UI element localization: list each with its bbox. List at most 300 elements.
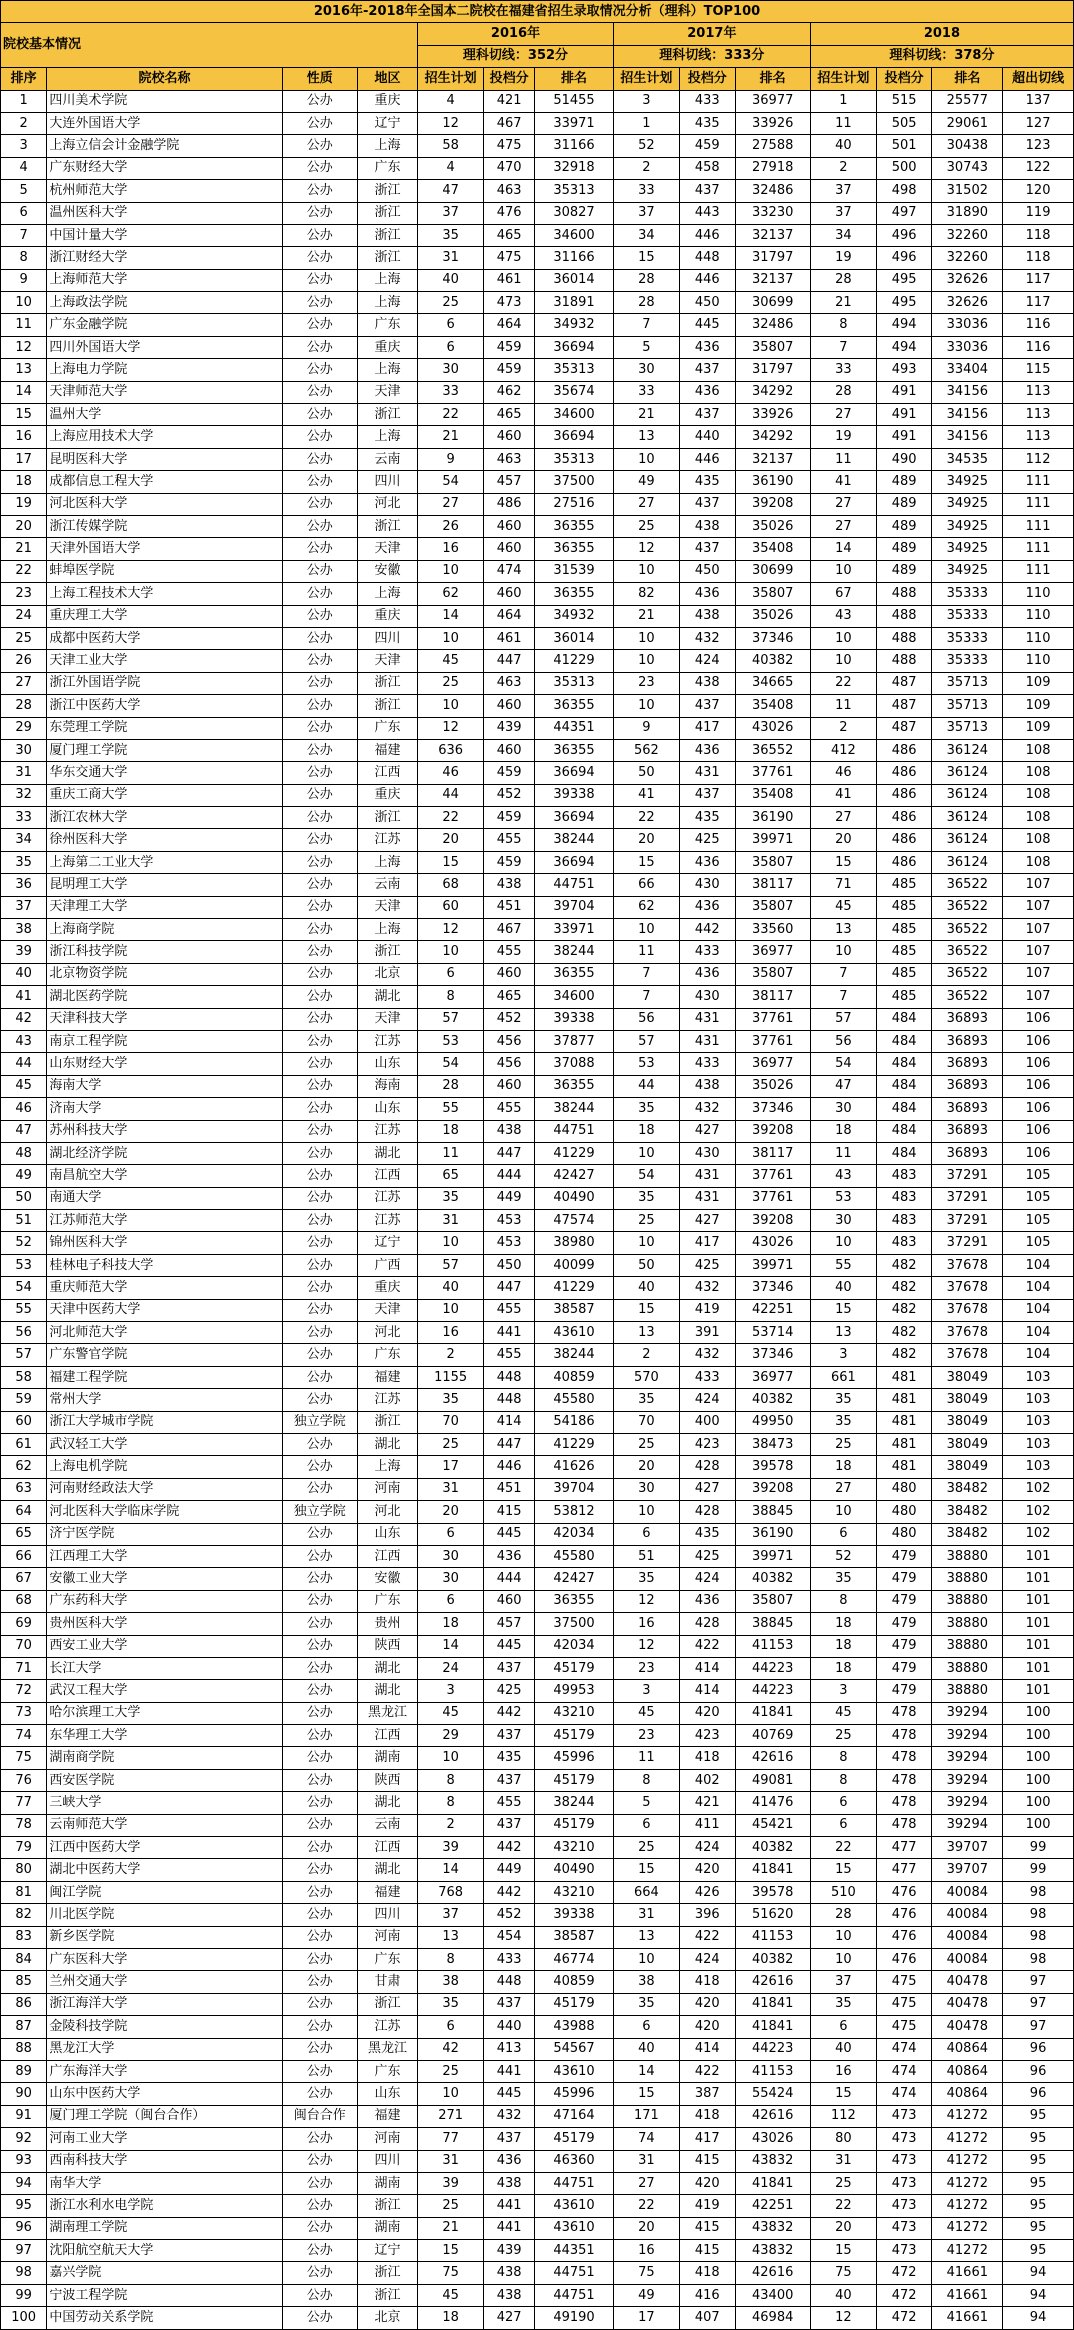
cell-plan-2016: 26 xyxy=(418,515,484,537)
cell-school-name: 温州医科大学 xyxy=(47,202,282,224)
cell-rankno-2018: 39294 xyxy=(932,1769,1003,1791)
cell-plan-2017: 31 xyxy=(613,2150,679,2172)
cell-rankno-2018: 32626 xyxy=(932,292,1003,314)
cell-score-2017: 436 xyxy=(679,583,735,605)
cell-rank: 11 xyxy=(1,314,47,336)
cell-plan-2016: 6 xyxy=(418,963,484,985)
cell-rankno-2016: 36694 xyxy=(535,851,614,873)
cell-plan-2018: 7 xyxy=(810,963,876,985)
cell-score-2016: 415 xyxy=(484,1501,535,1523)
cell-plan-2016: 27 xyxy=(418,493,484,515)
cell-rankno-2018: 41661 xyxy=(932,2307,1003,2329)
cell-plan-2017: 20 xyxy=(613,1456,679,1478)
cell-rankno-2018: 38880 xyxy=(932,1568,1003,1590)
cell-plan-2017: 17 xyxy=(613,2307,679,2329)
cell-score-2016: 435 xyxy=(484,1747,535,1769)
cell-score-2017: 420 xyxy=(679,2016,735,2038)
cell-school-name: 河北师范大学 xyxy=(47,1322,282,1344)
cell-score-2016: 449 xyxy=(484,1859,535,1881)
table-row xyxy=(1,1322,1074,1344)
cell-over-cutoff: 111 xyxy=(1003,560,1074,582)
cell-score-2016: 438 xyxy=(484,2172,535,2194)
cell-plan-2016: 31 xyxy=(418,247,484,269)
cell-rankno-2018: 36522 xyxy=(932,941,1003,963)
cell-score-2017: 414 xyxy=(679,1657,735,1679)
cell-region: 江苏 xyxy=(357,1389,417,1411)
cell-plan-2016: 53 xyxy=(418,1030,484,1052)
cell-school-name: 昆明理工大学 xyxy=(47,874,282,896)
cell-plan-2018: 40 xyxy=(810,2038,876,2060)
cell-rankno-2018: 36124 xyxy=(932,762,1003,784)
cell-plan-2016: 46 xyxy=(418,762,484,784)
cell-rankno-2017: 40769 xyxy=(735,1725,810,1747)
cell-plan-2017: 82 xyxy=(613,583,679,605)
cell-score-2017: 417 xyxy=(679,717,735,739)
cell-plan-2017: 12 xyxy=(613,1590,679,1612)
cell-nature: 公办 xyxy=(282,1948,357,1970)
cell-rankno-2018: 37291 xyxy=(932,1232,1003,1254)
table-row xyxy=(1,2083,1074,2105)
cell-region: 湖北 xyxy=(357,1657,417,1679)
cell-rank: 14 xyxy=(1,381,47,403)
cell-score-2017: 450 xyxy=(679,560,735,582)
cell-school-name: 河北医科大学 xyxy=(47,493,282,515)
table-row xyxy=(1,627,1074,649)
cell-region: 上海 xyxy=(357,583,417,605)
cell-rankno-2016: 40859 xyxy=(535,1366,614,1388)
cell-over-cutoff: 109 xyxy=(1003,695,1074,717)
cell-rank: 62 xyxy=(1,1456,47,1478)
cell-rankno-2018: 38049 xyxy=(932,1456,1003,1478)
cell-rankno-2016: 36355 xyxy=(535,695,614,717)
cell-region: 辽宁 xyxy=(357,112,417,134)
cell-nature: 公办 xyxy=(282,1120,357,1142)
cell-rank: 13 xyxy=(1,359,47,381)
cell-over-cutoff: 95 xyxy=(1003,2217,1074,2239)
cell-score-2017: 432 xyxy=(679,1277,735,1299)
cell-plan-2018: 11 xyxy=(810,1142,876,1164)
cell-nature: 公办 xyxy=(282,1232,357,1254)
cell-score-2016: 454 xyxy=(484,1926,535,1948)
cell-plan-2016: 45 xyxy=(418,650,484,672)
cell-rankno-2017: 39578 xyxy=(735,1456,810,1478)
cell-score-2018: 478 xyxy=(876,1814,932,1836)
cell-rankno-2018: 32260 xyxy=(932,247,1003,269)
cell-rankno-2017: 41841 xyxy=(735,1859,810,1881)
table-row xyxy=(1,2284,1074,2306)
cell-rankno-2016: 43210 xyxy=(535,1702,614,1724)
cell-score-2018: 485 xyxy=(876,963,932,985)
cell-rankno-2016: 37088 xyxy=(535,1053,614,1075)
cell-plan-2016: 20 xyxy=(418,1501,484,1523)
cell-region: 浙江 xyxy=(357,807,417,829)
cell-rankno-2016: 36014 xyxy=(535,627,614,649)
cell-over-cutoff: 103 xyxy=(1003,1456,1074,1478)
cell-rank: 5 xyxy=(1,180,47,202)
cell-rankno-2016: 54186 xyxy=(535,1411,614,1433)
cell-plan-2018: 21 xyxy=(810,292,876,314)
cell-score-2017: 424 xyxy=(679,1837,735,1859)
cell-plan-2018: 35 xyxy=(810,1568,876,1590)
cell-region: 福建 xyxy=(357,1881,417,1903)
table-row xyxy=(1,1725,1074,1747)
cell-rankno-2018: 34925 xyxy=(932,471,1003,493)
cell-rank: 42 xyxy=(1,1008,47,1030)
cell-score-2017: 430 xyxy=(679,874,735,896)
cell-plan-2016: 15 xyxy=(418,2240,484,2262)
cell-rankno-2017: 31797 xyxy=(735,247,810,269)
cell-rankno-2016: 44351 xyxy=(535,2240,614,2262)
cell-rank: 83 xyxy=(1,1926,47,1948)
cell-region: 河北 xyxy=(357,493,417,515)
cell-plan-2018: 56 xyxy=(810,1030,876,1052)
cell-rankno-2016: 31539 xyxy=(535,560,614,582)
cell-score-2017: 428 xyxy=(679,1501,735,1523)
cell-nature: 公办 xyxy=(282,180,357,202)
cell-rankno-2017: 32137 xyxy=(735,269,810,291)
cutoff-2018: 理科切线：378分 xyxy=(810,45,1073,67)
table-row xyxy=(1,515,1074,537)
cell-region: 江苏 xyxy=(357,1187,417,1209)
cell-score-2017: 445 xyxy=(679,314,735,336)
cell-score-2018: 473 xyxy=(876,2172,932,2194)
cell-rankno-2017: 27588 xyxy=(735,135,810,157)
cell-plan-2018: 20 xyxy=(810,2217,876,2239)
cell-school-name: 广东财经大学 xyxy=(47,157,282,179)
cell-plan-2017: 40 xyxy=(613,1277,679,1299)
cell-over-cutoff: 104 xyxy=(1003,1277,1074,1299)
cell-region: 江西 xyxy=(357,762,417,784)
cell-rank: 93 xyxy=(1,2150,47,2172)
cell-plan-2016: 10 xyxy=(418,627,484,649)
cell-rank: 9 xyxy=(1,269,47,291)
cell-over-cutoff: 99 xyxy=(1003,1859,1074,1881)
cell-rankno-2017: 43400 xyxy=(735,2284,810,2306)
cell-score-2018: 486 xyxy=(876,784,932,806)
col-rankno-2017: 排名 xyxy=(735,68,810,90)
cell-score-2018: 491 xyxy=(876,381,932,403)
cell-rankno-2017: 36190 xyxy=(735,807,810,829)
cell-score-2017: 437 xyxy=(679,784,735,806)
cell-rank: 29 xyxy=(1,717,47,739)
cell-over-cutoff: 118 xyxy=(1003,224,1074,246)
cell-nature: 公办 xyxy=(282,404,357,426)
cell-rankno-2018: 39294 xyxy=(932,1725,1003,1747)
cell-score-2017: 424 xyxy=(679,1948,735,1970)
cell-school-name: 川北医学院 xyxy=(47,1904,282,1926)
cell-nature: 公办 xyxy=(282,2060,357,2082)
cell-plan-2017: 20 xyxy=(613,829,679,851)
cell-region: 湖南 xyxy=(357,2172,417,2194)
cell-score-2017: 446 xyxy=(679,224,735,246)
table-row xyxy=(1,1747,1074,1769)
cell-plan-2018: 43 xyxy=(810,605,876,627)
cell-rankno-2018: 34156 xyxy=(932,404,1003,426)
cell-over-cutoff: 110 xyxy=(1003,605,1074,627)
cell-nature: 公办 xyxy=(282,1613,357,1635)
table-row xyxy=(1,963,1074,985)
cell-rankno-2018: 36124 xyxy=(932,851,1003,873)
cell-over-cutoff: 101 xyxy=(1003,1680,1074,1702)
cell-over-cutoff: 107 xyxy=(1003,941,1074,963)
cell-rankno-2016: 34932 xyxy=(535,605,614,627)
col-score-2017: 投档分 xyxy=(679,68,735,90)
cell-score-2017: 417 xyxy=(679,1232,735,1254)
cell-nature: 公办 xyxy=(282,247,357,269)
cell-nature: 公办 xyxy=(282,2240,357,2262)
cell-score-2017: 430 xyxy=(679,986,735,1008)
cell-over-cutoff: 116 xyxy=(1003,314,1074,336)
cell-score-2016: 444 xyxy=(484,1165,535,1187)
cell-score-2018: 486 xyxy=(876,829,932,851)
cell-score-2018: 494 xyxy=(876,336,932,358)
cell-rankno-2017: 49081 xyxy=(735,1769,810,1791)
cell-plan-2018: 30 xyxy=(810,1098,876,1120)
cell-rankno-2018: 37678 xyxy=(932,1322,1003,1344)
cell-school-name: 大连外国语大学 xyxy=(47,112,282,134)
cell-score-2017: 459 xyxy=(679,135,735,157)
cell-nature: 公办 xyxy=(282,1725,357,1747)
cell-rank: 67 xyxy=(1,1568,47,1590)
cell-score-2017: 431 xyxy=(679,1030,735,1052)
cell-score-2017: 437 xyxy=(679,538,735,560)
table-row xyxy=(1,336,1074,358)
cell-rankno-2016: 43610 xyxy=(535,2195,614,2217)
cell-score-2018: 485 xyxy=(876,874,932,896)
cell-region: 浙江 xyxy=(357,2284,417,2306)
cell-score-2016: 461 xyxy=(484,627,535,649)
cell-plan-2018: 25 xyxy=(810,2172,876,2194)
cell-score-2018: 483 xyxy=(876,1210,932,1232)
cell-rankno-2017: 41841 xyxy=(735,2172,810,2194)
cell-rankno-2018: 36124 xyxy=(932,829,1003,851)
table-row xyxy=(1,1814,1074,1836)
cell-school-name: 宁波工程学院 xyxy=(47,2284,282,2306)
cell-plan-2016: 21 xyxy=(418,426,484,448)
cell-rankno-2018: 40084 xyxy=(932,1904,1003,1926)
cell-nature: 公办 xyxy=(282,314,357,336)
cell-score-2018: 481 xyxy=(876,1434,932,1456)
cell-school-name: 上海工程技术大学 xyxy=(47,583,282,605)
cell-rank: 68 xyxy=(1,1590,47,1612)
cell-plan-2018: 22 xyxy=(810,1837,876,1859)
cell-plan-2016: 3 xyxy=(418,1680,484,1702)
cell-school-name: 上海电力学院 xyxy=(47,359,282,381)
cell-region: 浙江 xyxy=(357,1993,417,2015)
cell-nature: 公办 xyxy=(282,1680,357,1702)
cell-plan-2016: 10 xyxy=(418,1747,484,1769)
cell-rank: 40 xyxy=(1,963,47,985)
cell-plan-2017: 15 xyxy=(613,247,679,269)
cell-rankno-2017: 44223 xyxy=(735,1657,810,1679)
cell-rank: 69 xyxy=(1,1613,47,1635)
cell-region: 安徽 xyxy=(357,560,417,582)
cell-score-2017: 438 xyxy=(679,672,735,694)
cell-score-2016: 465 xyxy=(484,404,535,426)
table-row xyxy=(1,560,1074,582)
cell-rankno-2018: 41661 xyxy=(932,2262,1003,2284)
cell-nature: 公办 xyxy=(282,829,357,851)
cell-rankno-2016: 44751 xyxy=(535,2172,614,2194)
cell-rankno-2016: 42034 xyxy=(535,1635,614,1657)
cell-rankno-2018: 34925 xyxy=(932,538,1003,560)
cell-rank: 12 xyxy=(1,336,47,358)
cell-score-2016: 448 xyxy=(484,1971,535,1993)
cell-score-2018: 489 xyxy=(876,538,932,560)
cell-plan-2017: 52 xyxy=(613,135,679,157)
cell-school-name: 长江大学 xyxy=(47,1657,282,1679)
cell-plan-2016: 2 xyxy=(418,1814,484,1836)
table-row xyxy=(1,1120,1074,1142)
cell-school-name: 天津理工大学 xyxy=(47,896,282,918)
cell-region: 浙江 xyxy=(357,941,417,963)
cell-score-2016: 465 xyxy=(484,986,535,1008)
cell-plan-2018: 43 xyxy=(810,1165,876,1187)
cell-plan-2016: 25 xyxy=(418,672,484,694)
cell-nature: 公办 xyxy=(282,1769,357,1791)
cell-rankno-2018: 35333 xyxy=(932,650,1003,672)
cell-region: 安徽 xyxy=(357,1568,417,1590)
cell-over-cutoff: 113 xyxy=(1003,381,1074,403)
cell-score-2017: 421 xyxy=(679,1792,735,1814)
cell-plan-2018: 11 xyxy=(810,695,876,717)
table-row xyxy=(1,1702,1074,1724)
cell-over-cutoff: 100 xyxy=(1003,1814,1074,1836)
cell-plan-2017: 45 xyxy=(613,1702,679,1724)
cell-score-2017: 436 xyxy=(679,739,735,761)
cell-plan-2018: 112 xyxy=(810,2105,876,2127)
cell-rank: 66 xyxy=(1,1545,47,1567)
cell-rankno-2016: 36355 xyxy=(535,1075,614,1097)
cell-score-2017: 415 xyxy=(679,2217,735,2239)
cell-score-2018: 473 xyxy=(876,2150,932,2172)
table-row xyxy=(1,605,1074,627)
cell-score-2016: 455 xyxy=(484,1344,535,1366)
cell-rankno-2017: 37346 xyxy=(735,1344,810,1366)
cell-over-cutoff: 113 xyxy=(1003,426,1074,448)
cell-rankno-2018: 41272 xyxy=(932,2195,1003,2217)
cell-score-2018: 482 xyxy=(876,1277,932,1299)
cell-rankno-2017: 39208 xyxy=(735,1210,810,1232)
cell-plan-2016: 45 xyxy=(418,1702,484,1724)
cell-score-2018: 489 xyxy=(876,493,932,515)
cell-score-2018: 487 xyxy=(876,717,932,739)
cell-rank: 81 xyxy=(1,1881,47,1903)
cell-score-2017: 458 xyxy=(679,157,735,179)
cell-rankno-2016: 36694 xyxy=(535,426,614,448)
cell-region: 上海 xyxy=(357,1456,417,1478)
cell-score-2018: 473 xyxy=(876,2105,932,2127)
cell-plan-2018: 14 xyxy=(810,538,876,560)
table-row xyxy=(1,1142,1074,1164)
cell-region: 天津 xyxy=(357,1008,417,1030)
cell-score-2017: 437 xyxy=(679,359,735,381)
cell-rank: 90 xyxy=(1,2083,47,2105)
cell-region: 江西 xyxy=(357,1545,417,1567)
table-row xyxy=(1,2105,1074,2127)
cell-rank: 3 xyxy=(1,135,47,157)
cell-score-2016: 473 xyxy=(484,292,535,314)
cell-over-cutoff: 108 xyxy=(1003,851,1074,873)
cell-plan-2017: 10 xyxy=(613,1501,679,1523)
cell-over-cutoff: 106 xyxy=(1003,1120,1074,1142)
cell-score-2016: 455 xyxy=(484,1792,535,1814)
cell-region: 浙江 xyxy=(357,695,417,717)
cell-nature: 公办 xyxy=(282,448,357,470)
cell-nature: 公办 xyxy=(282,2284,357,2306)
table-row xyxy=(1,1254,1074,1276)
cell-rankno-2017: 34292 xyxy=(735,381,810,403)
cell-school-name: 上海电机学院 xyxy=(47,1456,282,1478)
cell-score-2017: 435 xyxy=(679,1523,735,1545)
table-row xyxy=(1,874,1074,896)
cell-plan-2017: 7 xyxy=(613,986,679,1008)
cell-plan-2018: 22 xyxy=(810,672,876,694)
cell-score-2017: 422 xyxy=(679,1635,735,1657)
cell-plan-2016: 4 xyxy=(418,157,484,179)
cell-score-2017: 415 xyxy=(679,2150,735,2172)
cell-rankno-2017: 43026 xyxy=(735,1232,810,1254)
cell-nature: 公办 xyxy=(282,1993,357,2015)
cell-rankno-2016: 35674 xyxy=(535,381,614,403)
cell-rankno-2018: 38049 xyxy=(932,1366,1003,1388)
cell-school-name: 南华大学 xyxy=(47,2172,282,2194)
cell-rankno-2018: 35713 xyxy=(932,717,1003,739)
cell-score-2016: 440 xyxy=(484,2016,535,2038)
cell-rankno-2016: 40490 xyxy=(535,1187,614,1209)
cell-plan-2017: 41 xyxy=(613,784,679,806)
cell-score-2018: 476 xyxy=(876,1904,932,1926)
cell-score-2018: 501 xyxy=(876,135,932,157)
cell-plan-2016: 13 xyxy=(418,1926,484,1948)
cell-score-2016: 455 xyxy=(484,1299,535,1321)
cell-rankno-2018: 38880 xyxy=(932,1545,1003,1567)
cell-plan-2017: 562 xyxy=(613,739,679,761)
cell-score-2016: 453 xyxy=(484,1210,535,1232)
cell-nature: 公办 xyxy=(282,963,357,985)
cell-score-2018: 505 xyxy=(876,112,932,134)
cell-rankno-2018: 40084 xyxy=(932,1881,1003,1903)
cell-plan-2017: 21 xyxy=(613,605,679,627)
cell-plan-2018: 27 xyxy=(810,493,876,515)
cell-nature: 公办 xyxy=(282,1008,357,1030)
cell-score-2017: 417 xyxy=(679,2128,735,2150)
table-row xyxy=(1,471,1074,493)
cell-region: 广东 xyxy=(357,157,417,179)
cell-rankno-2018: 41272 xyxy=(932,2240,1003,2262)
table-row xyxy=(1,829,1074,851)
cell-plan-2018: 2 xyxy=(810,717,876,739)
cell-rankno-2018: 36124 xyxy=(932,739,1003,761)
cell-plan-2016: 10 xyxy=(418,560,484,582)
cell-nature: 公办 xyxy=(282,1590,357,1612)
cell-score-2016: 448 xyxy=(484,1366,535,1388)
cell-over-cutoff: 108 xyxy=(1003,784,1074,806)
cell-over-cutoff: 105 xyxy=(1003,1187,1074,1209)
cell-rankno-2016: 38244 xyxy=(535,941,614,963)
cell-rankno-2017: 40382 xyxy=(735,1837,810,1859)
cell-nature: 公办 xyxy=(282,1322,357,1344)
cell-school-name: 山东财经大学 xyxy=(47,1053,282,1075)
cell-score-2018: 474 xyxy=(876,2038,932,2060)
cell-score-2016: 445 xyxy=(484,1523,535,1545)
cell-rankno-2016: 47164 xyxy=(535,2105,614,2127)
cell-plan-2018: 18 xyxy=(810,1613,876,1635)
cell-rank: 80 xyxy=(1,1859,47,1881)
cell-plan-2018: 661 xyxy=(810,1366,876,1388)
year-2018-header: 2018 xyxy=(810,23,1073,45)
cell-plan-2016: 8 xyxy=(418,1792,484,1814)
